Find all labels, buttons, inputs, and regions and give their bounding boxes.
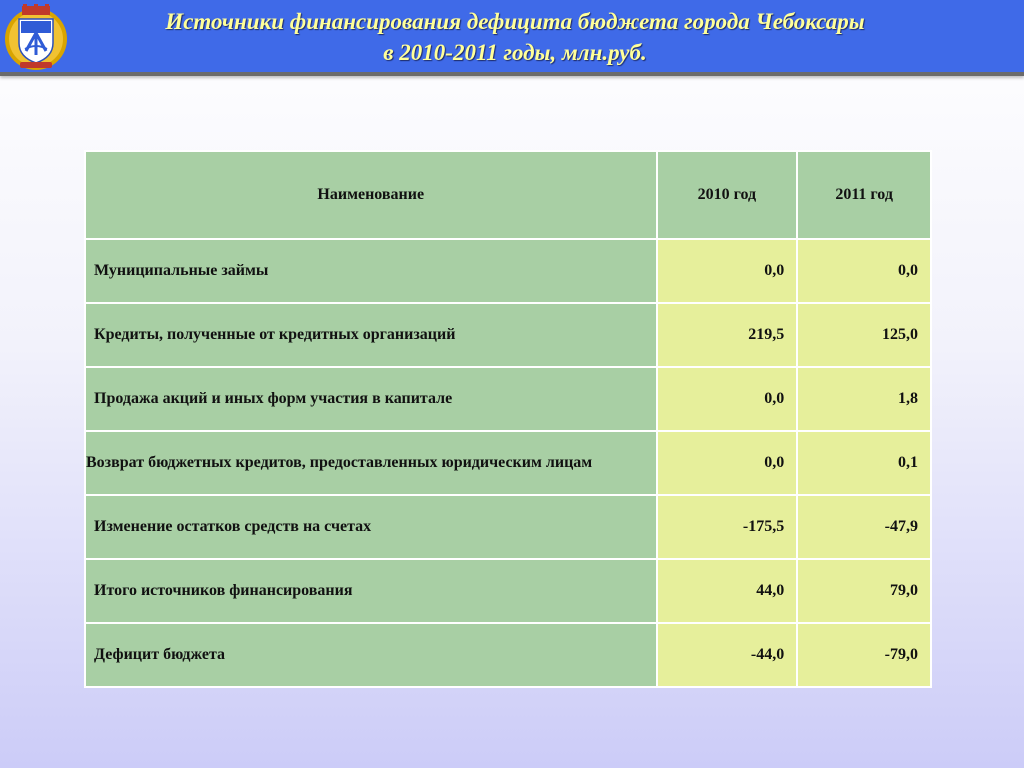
table-header-row (85, 151, 931, 239)
row-value-2011: 0,1 (797, 431, 931, 495)
row-value-2010: 0,0 (657, 239, 798, 303)
table-row (85, 559, 931, 623)
row-name: Возврат бюджетных кредитов, предоставленных юридическим лицам (85, 431, 657, 495)
row-name: Кредиты, полученные от кредитных организаций (85, 303, 657, 367)
table-row (85, 623, 931, 687)
row-value-2010: -44,0 (657, 623, 798, 687)
row-name: Дефицит бюджета (85, 623, 657, 687)
column-header-2010: 2010 год (657, 151, 798, 239)
table-row (85, 431, 931, 495)
financing-table (84, 150, 932, 688)
city-coat-of-arms-icon (2, 3, 70, 71)
row-value-2011: -47,9 (797, 495, 931, 559)
table-row (85, 495, 931, 559)
row-value-2010: 219,5 (657, 303, 798, 367)
row-name: Муниципальные займы (85, 239, 657, 303)
row-value-2010: 44,0 (657, 559, 798, 623)
row-value-2011: 1,8 (797, 367, 931, 431)
row-value-2010: 0,0 (657, 367, 798, 431)
row-name: Продажа акций и иных форм участия в капитале (85, 367, 657, 431)
title-line-2: в 2010-2011 годы, млн.руб. (383, 40, 647, 65)
row-name: Изменение остатков средств на счетах (85, 495, 657, 559)
table-row (85, 367, 931, 431)
row-value-2010: 0,0 (657, 431, 798, 495)
page-title (80, 6, 950, 68)
title-line-1: Источники финансирования дефицита бюджета города Чебоксары (165, 9, 865, 34)
row-value-2011: 0,0 (797, 239, 931, 303)
column-header-2011: 2011 год (797, 151, 931, 239)
row-value-2010: -175,5 (657, 495, 798, 559)
row-value-2011: 125,0 (797, 303, 931, 367)
table-row (85, 239, 931, 303)
title-banner (0, 0, 1024, 76)
row-value-2011: -79,0 (797, 623, 931, 687)
table-row (85, 303, 931, 367)
row-name: Итого источников финансирования (85, 559, 657, 623)
row-value-2011: 79,0 (797, 559, 931, 623)
column-header-name: Наименование (85, 151, 657, 239)
